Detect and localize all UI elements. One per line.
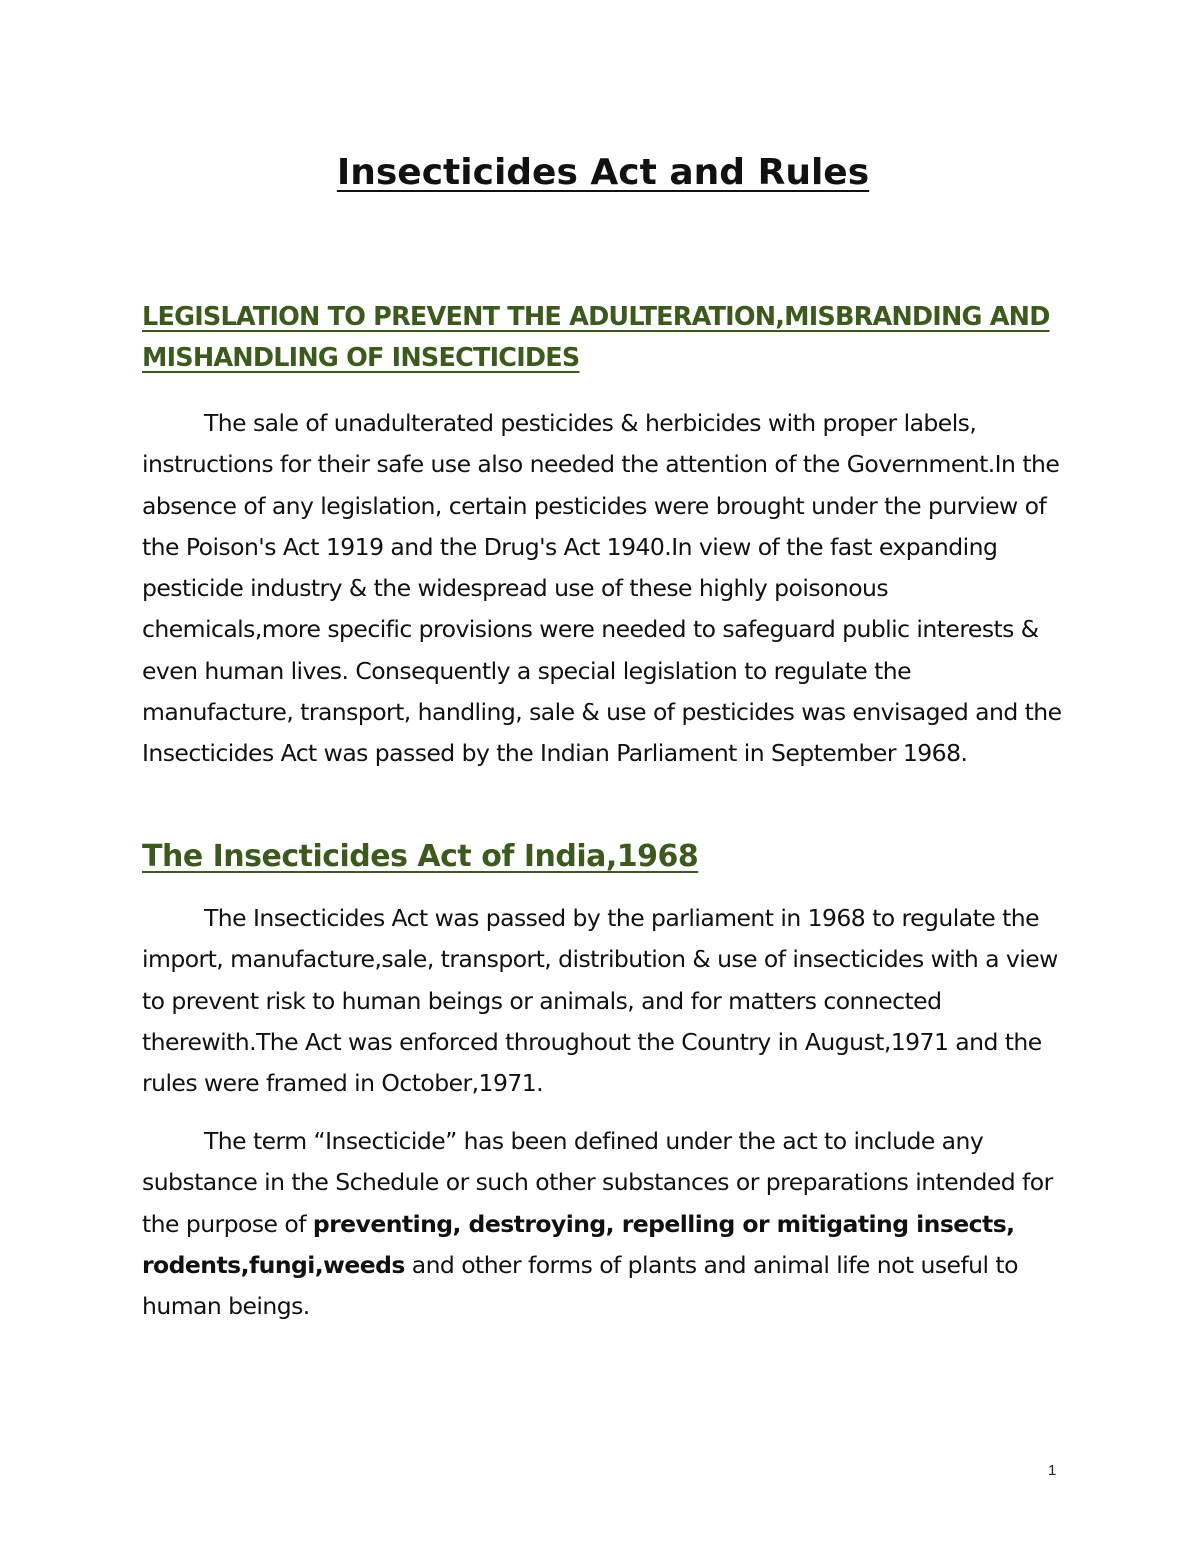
- page-number: 1: [1048, 1462, 1057, 1479]
- definition-text-bold: preventing, destroying, repelling or mitigating insects, rodents,fungi,weeds: [142, 1209, 1015, 1279]
- paragraph-legislation: The sale of unadulterated pesticides & herbicides with proper labels, instructions for their safe use also needed the attention of the Government.In the absence of any legislation, certain pesticides were brought under the purview of the Poison's Act 1919 and the Drug's Act 1940.In view of the fast expanding pesticide industry & the widespread use of these highly poisonous chemicals,more specific provisions were needed to safeguard public interests & even human lives. Consequently a special legislation to regulate the manufacture, transport, handling, sale & use of pesticides was envisaged and the Insecticides Act was passed by the Indian Parliament in September 1968.: [142, 409, 1062, 768]
- definition-text-after: and other forms of plants and animal life not useful to human beings.: [142, 1250, 1018, 1321]
- definition-text-before: The term “Insecticide” has been defined under the act to include any substance in the Schedule or such other substances or preparations intended for the purpose of: [142, 1127, 1053, 1238]
- document-title: [142, 148, 1064, 198]
- section-heading-insecticides-act: The Insecticides Act of India,1968: [142, 839, 699, 874]
- document-title-text: Insecticides Act and Rules: [336, 152, 870, 193]
- document-page: [142, 0, 1064, 1553]
- paragraph-act-passed: The Insecticides Act was passed by the parliament in 1968 to regulate the import, manufacture,sale, transport, distribution & use of insecticides with a view to prevent risk to human beings or animals, and for matters connected therewith.The Act was enforced throughout the Country in August,1971 and the rules were framed in October,1971.: [142, 904, 1058, 1098]
- paragraph-insecticide-definition: [142, 1121, 1064, 1327]
- section-heading-legislation: LEGISLATION TO PREVENT THE ADULTERATION,MISBRANDING AND MISHANDLING OF INSECTICIDES: [142, 302, 1050, 373]
